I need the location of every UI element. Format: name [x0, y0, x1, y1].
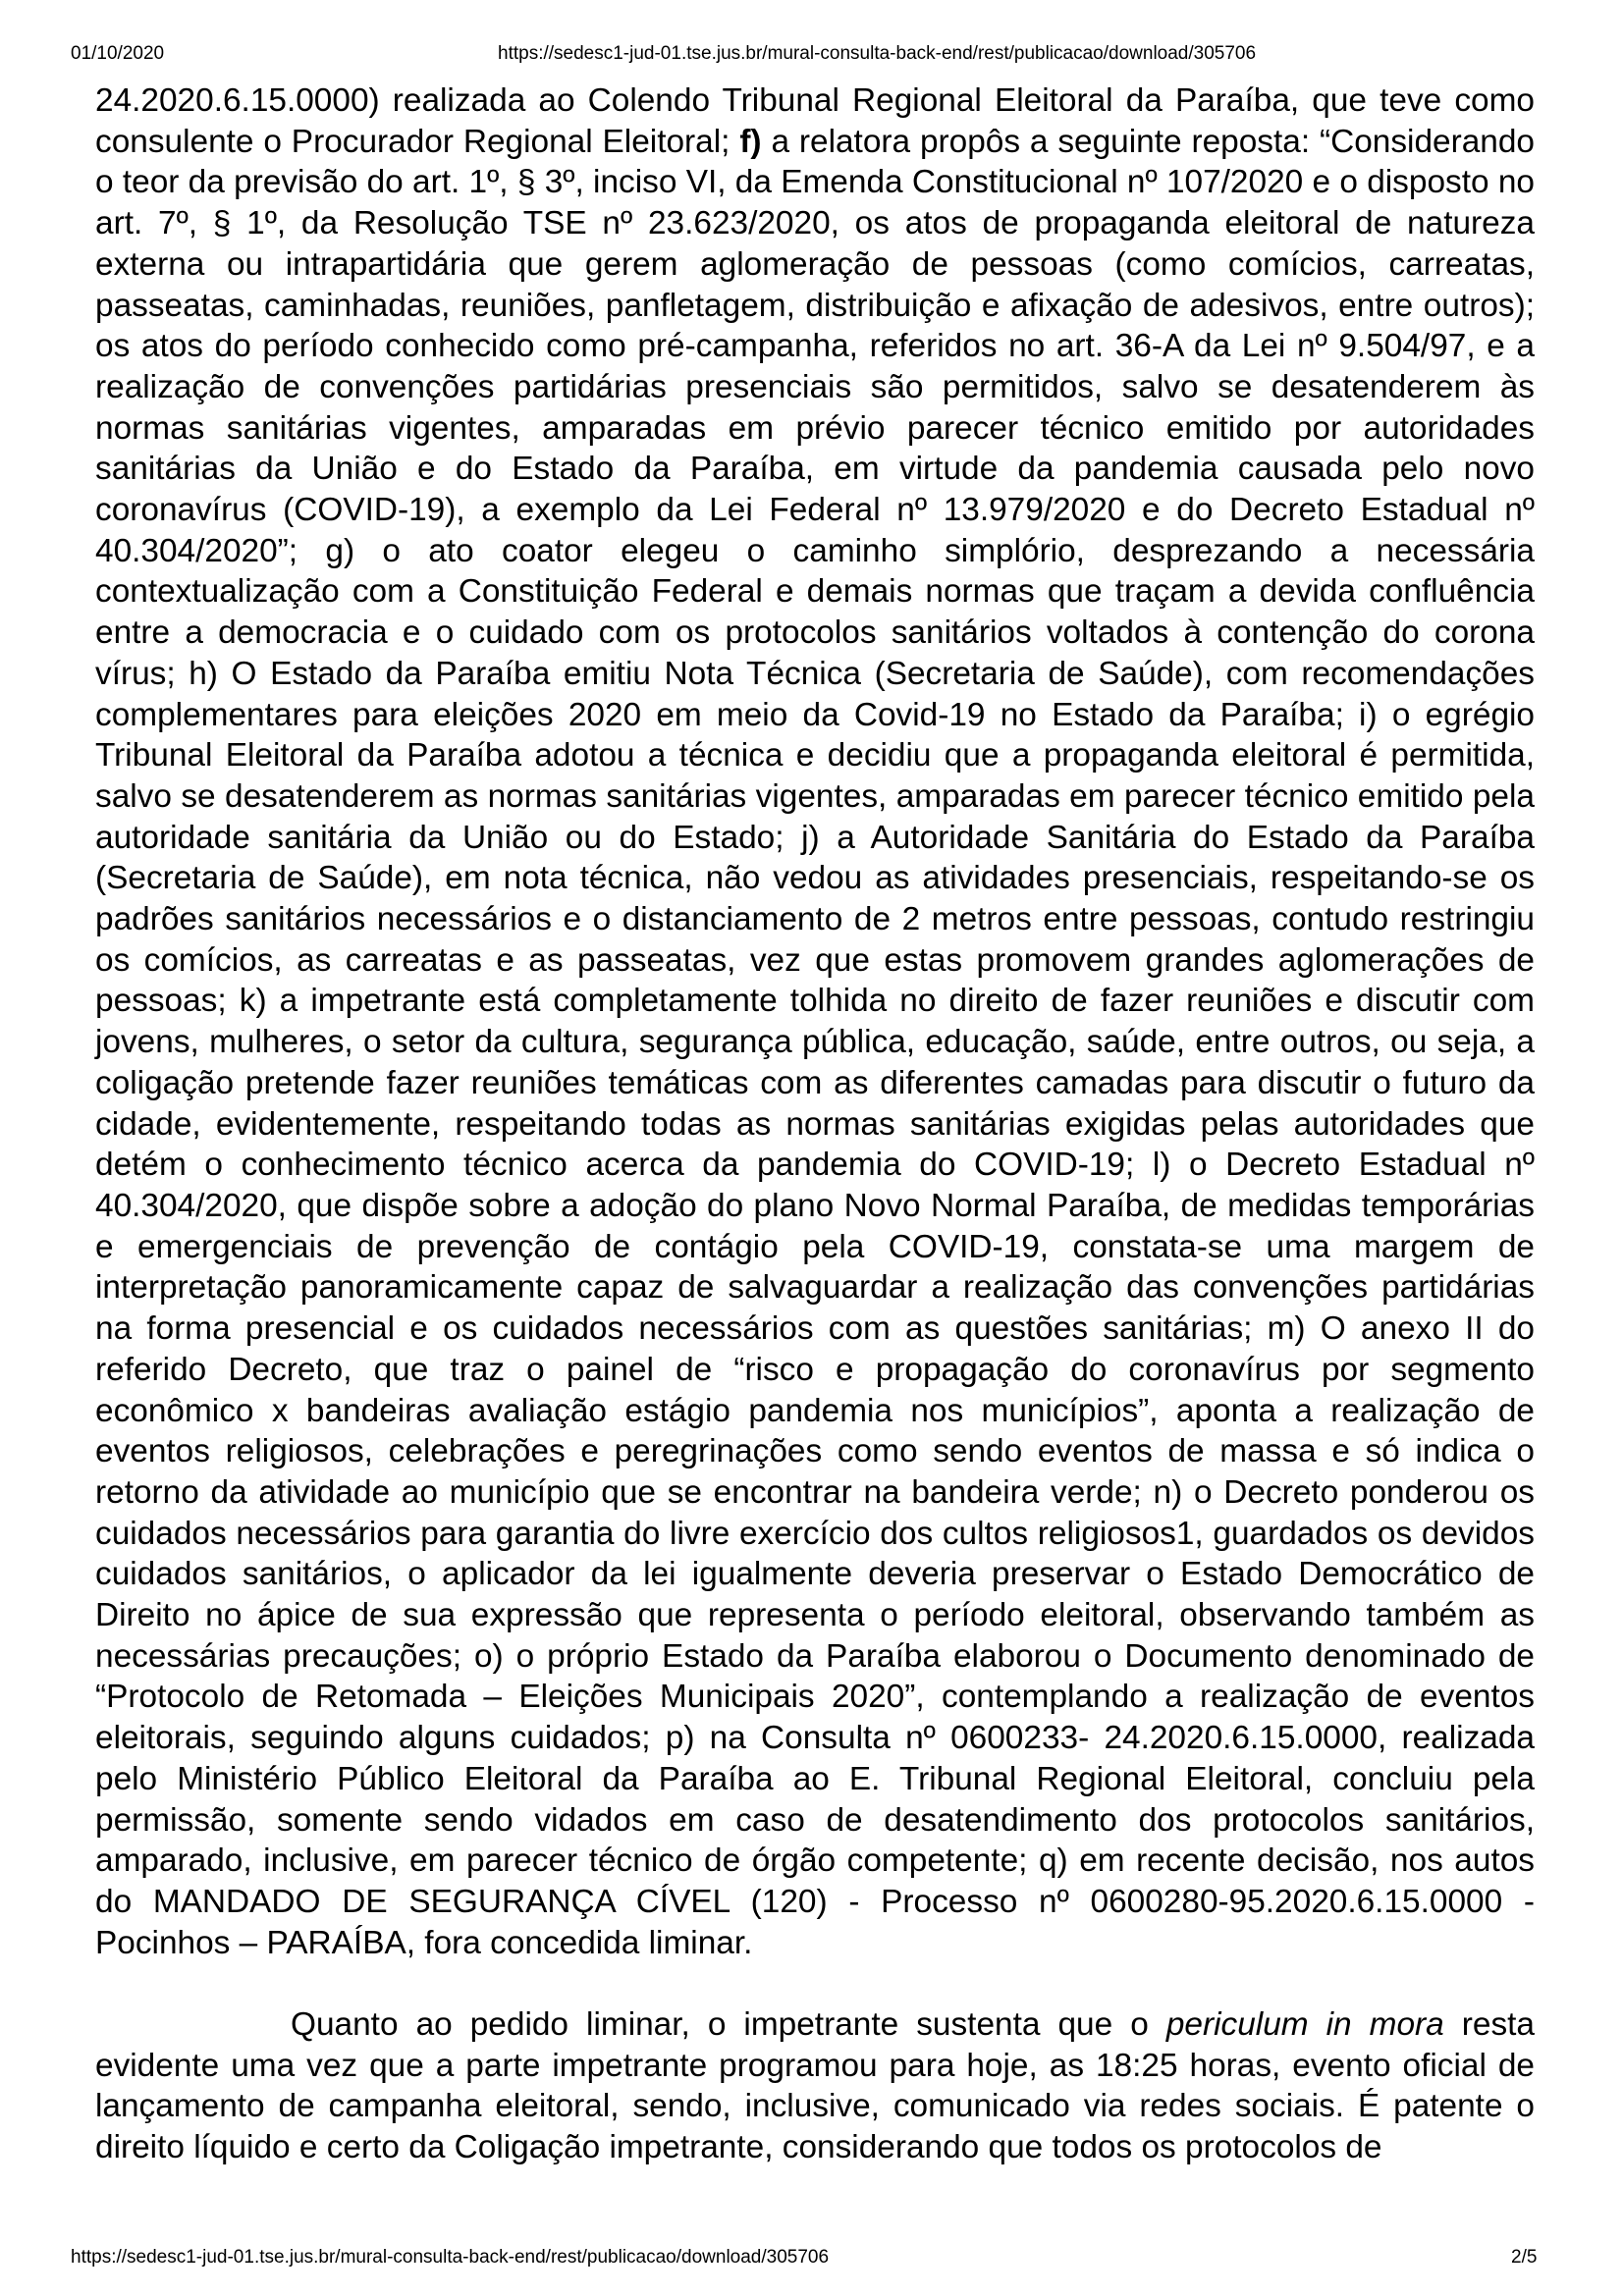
paragraph-1-part-b: a relatora propôs a seguinte reposta: “Considerando o teor da previsão do art. 1º, § 3º, inciso VI, da Emenda Constitucional nº 107/2020 e o disposto no art. 7º, § 1º, da Resolução TSE nº 23.623/2020, os atos de propaganda eleitoral de natureza externa ou intrapartidária que gerem aglomeração de pessoas (como comícios, carreatas, passeatas, caminhadas, reuniões, panfletagem, distribuição e afixação de adesivos, entre outros); os atos do período conhecido como pré-campanha, referidos no art. 36-A da Lei nº 9.504/97, e a realização de convenções partidárias presenciais são permitidos, salvo se desatenderem às normas sanitárias vigentes, amparadas em prévio parecer técnico emitido por autoridades sanitárias da União e do Estado da Paraíba, em virtude da pandemia causada pelo novo coronavírus (COVID-19), a exemplo da Lei Federal nº 13.979/2020 e do Decreto Estadual nº 40.304/2020”; g) o ato coator elegeu o caminho simplório, desprezando a necessária contextualização com a Constituição Federal e demais normas que traçam a devida confluência entre a democracia e o cuidado com os protocolos sanitários voltados à contenção do corona vírus; h) O Estado da Paraíba emitiu Nota Técnica (Secretaria de Saúde), com recomendações complementares para eleições 2020 em meio da Covid-19 no Estado da Paraíba; i) o egrégio Tribunal Eleitoral da Paraíba adotou a técnica e decidiu que a propaganda eleitoral é permitida, salvo se desatenderem as normas sanitárias vigentes, amparadas em parecer técnico emitido pela autoridade sanitária da União ou do Estado; j) a Autoridade Sanitária do Estado da Paraíba (Secretaria de Saúde), em nota técnica, não vedou as atividades presenciais, respeitando-se os padrões sanitários necessários e o distanciamento de 2 metros entre pessoas, contudo restringiu os comícios, as carreatas e as passeatas, vez que estas promovem grandes aglomerações de pessoas; k) a impetrante está completamente tolhida no direito de fazer reuniões e discutir com jovens, mulheres, o setor da cultura, segurança pública, educação, saúde, entre outros, ou seja, a coligação pretende fazer reuniões temáticas com as diferentes camadas para discutir o futuro da cidade, evidentemente, respeitando todas as normas sanitárias exigidas pelas autoridades que detém o conhecimento técnico acerca da pandemia do COVID-19; l) o Decreto Estadual nº 40.304/2020, que dispõe sobre a adoção do plano Novo Normal Paraíba, de medidas temporárias e emergenciais de prevenção de contágio pela COVID-19, constata-se uma margem de interpretação panoramicamente capaz de salvaguardar a realização das convenções partidárias na forma presencial e os cuidados necessários com as questões sanitárias; m) O anexo II do referido Decreto, que traz o painel de “risco e propagação do coronavírus por segmento econômico x bandeiras avaliação estágio pandemia nos municípios”, aponta a realização de eventos religiosos, celebrações e peregrinações como sendo eventos de massa e só indica o retorno da atividade ao município que se encontrar na bandeira verde; n) o Decreto ponderou os cuidados necessários para garantia do livre exercício dos cultos religiosos1, guardados os devidos cuidados sanitários, o aplicador da lei igualmente deveria preservar o Estado Democrático de Direito no ápice de sua expressão que representa o período eleitoral, observando também as necessárias precauções; o) o próprio Estado da Paraíba elaborou o Documento denominado de “Protocolo de Retomada – Eleições Municipais 2020”, contemplando a realização de eventos eleitorais, seguindo alguns cuidados; p) na Consulta nº 0600233- 24.2020.6.15.0000, realizada pelo Ministério Público Eleitoral da Paraíba ao E. Tribunal Regional Eleitoral, concluiu pela permissão, somente sendo vidados em caso de desatendimento dos protocolos sanitários, amparado, inclusive, em parecer técnico de órgão competente; q) em recente decisão, nos autos do MANDADO DE SEGURANÇA CÍVEL (120) - Processo nº 0600280-95.2020.6.15.0000 - Pocinhos – PARAÍBA, fora concedida liminar.	[95, 123, 1536, 1961]
periculum-in-mora: periculum in mora	[1165, 2006, 1444, 2044]
footer-url: https://sedesc1-jud-01.tse.jus.br/mural-consulta-back-end/rest/publicacao/download/305706	[71, 2247, 830, 2268]
header-date: 01/10/2020	[71, 43, 165, 64]
paragraph-2-part-a: Quanto ao pedido liminar, o impetrante sustenta que o	[291, 2006, 1149, 2044]
item-f-marker: f)	[739, 123, 762, 160]
header-url: https://sedesc1-jud-01.tse.jus.br/mural-consulta-back-end/rest/publicacao/download/305706	[498, 43, 1257, 64]
paragraph-2	[95, 2004, 1535, 2168]
paragraph-2-part-b: resta evidente uma vez que a parte impetrante programou para hoje, as 18:25 horas, evento oficial de lançamento de campanha eleitoral, sendo, inclusive, comunicado via redes sociais. É patente o direito líquido e certo da Coligação impetrante, considerando que todos os protocolos de	[95, 2006, 1535, 2166]
paragraph-1-part-a: 24.2020.6.15.0000) realizada ao Colendo Tribunal Regional Eleitoral da Paraíba, que teve como consulente o Procurador Regional Eleitoral;	[95, 82, 1535, 160]
page-number: 2/5	[1511, 2247, 1538, 2268]
document-body	[95, 80, 1535, 2168]
paragraph-1	[95, 80, 1535, 1963]
